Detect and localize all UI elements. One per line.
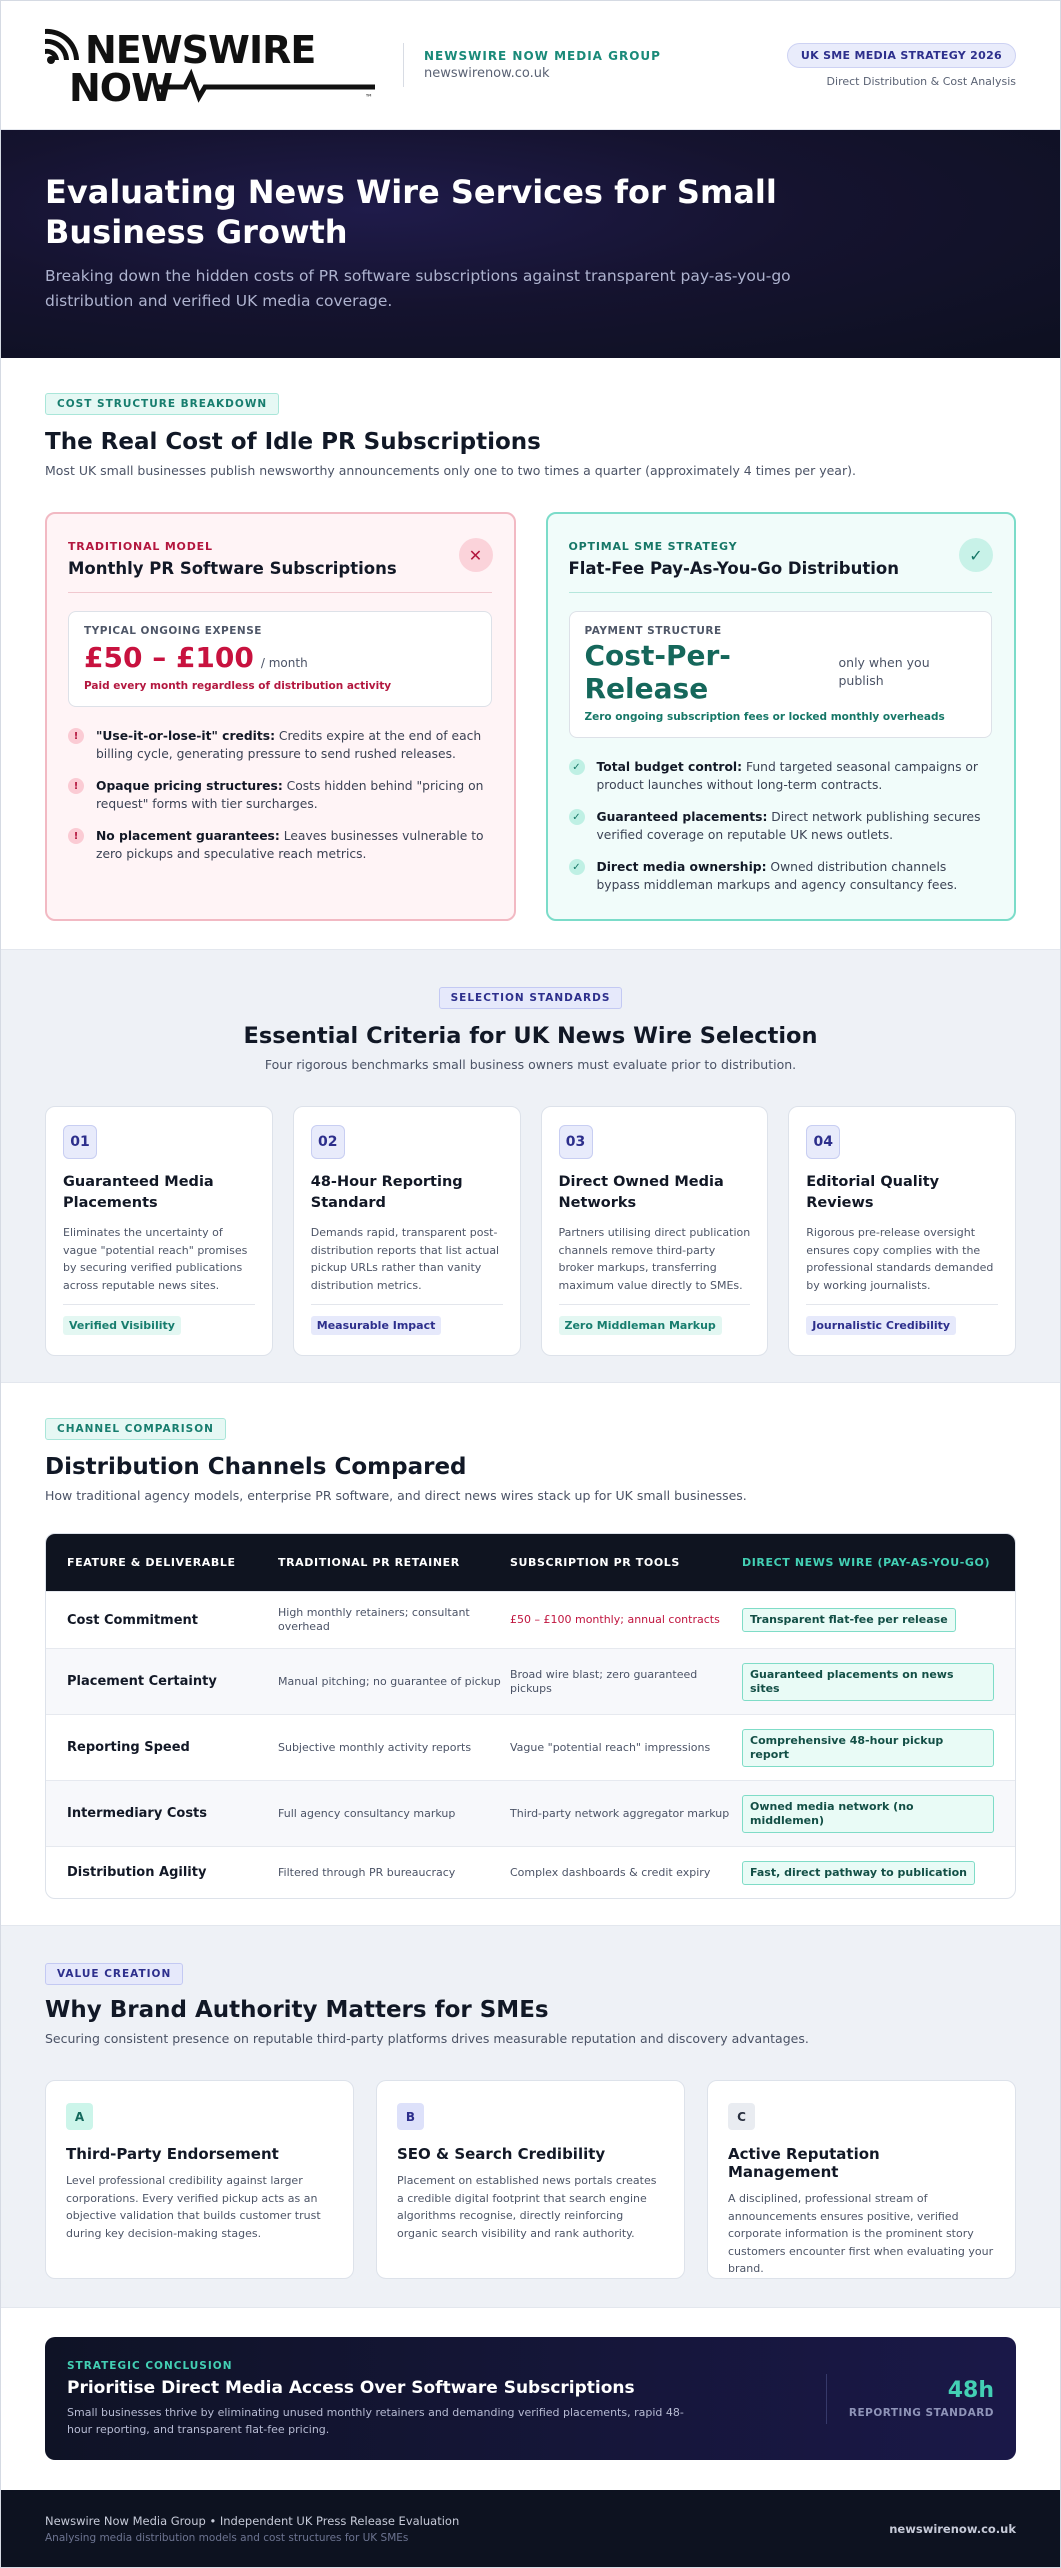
table-cell: Broad wire blast; zero guaranteed pickups bbox=[510, 1667, 698, 1695]
item-text: Leaves businesses vulnerable to zero pickups and speculative reach metrics. bbox=[96, 829, 484, 861]
value-card bbox=[45, 2080, 354, 2279]
value-card bbox=[376, 2080, 685, 2279]
value-title: SEO & Search Credibility bbox=[397, 2145, 606, 2163]
item-text: Fund targeted seasonal campaigns or product launches without long-term contracts. bbox=[596, 760, 978, 792]
comparison-table bbox=[45, 1533, 1016, 1899]
benefit-list bbox=[569, 758, 993, 894]
table-cell: Subjective monthly activity reports bbox=[278, 1740, 472, 1754]
criteria-badge: Zero Middleman Markup bbox=[559, 1316, 722, 1335]
table-cell: Complex dashboards & credit expiry bbox=[510, 1865, 711, 1879]
divider bbox=[569, 592, 993, 593]
row-label: Reporting Speed bbox=[67, 1740, 190, 1755]
cross-icon: ✕ bbox=[459, 538, 493, 572]
section-tag: VALUE CREATION bbox=[45, 1963, 183, 1985]
brand-divider bbox=[403, 43, 404, 87]
table-cell: Manual pitching; no guarantee of pickup bbox=[278, 1674, 501, 1688]
table-cell: Third-party network aggregator markup bbox=[510, 1806, 730, 1820]
section-tag: SELECTION STANDARDS bbox=[439, 987, 623, 1009]
criteria-description: Partners utilising direct publication channels remove third-party broker markups, transferring maximum value directly to SMEs. bbox=[558, 1226, 751, 1292]
item-heading: Guaranteed placements: bbox=[596, 810, 768, 824]
conclusion-banner bbox=[45, 2337, 1016, 2460]
newswire-now-logo[interactable] bbox=[45, 27, 379, 103]
table-cell: Filtered through PR bureaucracy bbox=[278, 1865, 456, 1879]
table-cell: Full agency consultancy markup bbox=[278, 1806, 456, 1820]
value-title: Third-Party Endorsement bbox=[66, 2145, 279, 2163]
section-tag: CHANNEL COMPARISON bbox=[45, 1418, 226, 1440]
section-subtitle: How traditional agency models, enterprise PR software, and direct news wires stack up for UK small businesses. bbox=[45, 1488, 747, 1503]
table-row bbox=[46, 1714, 1015, 1780]
criteria-card bbox=[788, 1106, 1016, 1356]
criteria-card bbox=[293, 1106, 521, 1356]
item-text: Owned distribution channels bypass middleman markups and agency consultancy fees. bbox=[596, 860, 958, 892]
traditional-model-card bbox=[45, 512, 516, 921]
criteria-number: 02 bbox=[311, 1125, 345, 1159]
site-url[interactable]: newswirenow.co.uk bbox=[424, 66, 550, 81]
drawback-list bbox=[68, 727, 492, 863]
criteria-number: 04 bbox=[806, 1125, 840, 1159]
check-icon: ✓ bbox=[569, 809, 585, 825]
price-unit: only when you publish bbox=[838, 655, 930, 688]
divider bbox=[826, 2374, 827, 2424]
section-subtitle: Most UK small businesses publish newsworthy announcements only one to two times a quarter (approximately 4 times per year). bbox=[45, 463, 856, 478]
column-header: FEATURE & DELIVERABLE bbox=[67, 1556, 236, 1569]
value-letter: B bbox=[397, 2103, 424, 2130]
criteria-card bbox=[541, 1106, 769, 1356]
warning-icon: ! bbox=[68, 828, 84, 844]
highlight-chip: Fast, direct pathway to publication bbox=[742, 1861, 975, 1885]
section-title: Essential Criteria for UK News Wire Selection bbox=[243, 1023, 818, 1049]
card-eyebrow: TRADITIONAL MODEL bbox=[68, 540, 213, 553]
criteria-description: Demands rapid, transparent post-distribution reports that list actual pickup URLs rather than vanity distribution metrics. bbox=[310, 1226, 500, 1292]
table-cell: Vague "potential reach" impressions bbox=[510, 1740, 711, 1754]
criteria-description: Rigorous pre-release oversight ensures copy complies with the professional standards demanded by working journalists. bbox=[806, 1226, 994, 1292]
list-item bbox=[569, 858, 993, 894]
value-section bbox=[1, 1925, 1060, 2308]
value-description: Level professional credibility against larger corporations. Every verified pickup acts as an objective validation that builds customer trust during key decision-making stages. bbox=[66, 2174, 321, 2240]
section-subtitle: Four rigorous benchmarks small business owners must evaluate prior to distribution. bbox=[264, 1057, 797, 1072]
header-right bbox=[787, 43, 1016, 88]
divider bbox=[806, 1304, 998, 1305]
highlight-chip: Transparent flat-fee per release bbox=[742, 1608, 956, 1632]
price-note: Zero ongoing subscription fees or locked monthly overheads bbox=[584, 711, 945, 723]
criteria-badge: Measurable Impact bbox=[311, 1316, 442, 1335]
value-description: Placement on established news portals creates a credible digital footprint that search engine algorithms recognise, directly reinforcing organic search visibility and rank authority. bbox=[397, 2174, 657, 2240]
column-header: TRADITIONAL PR RETAINER bbox=[278, 1556, 460, 1569]
table-header-row bbox=[46, 1534, 1015, 1591]
item-heading: No placement guarantees: bbox=[96, 829, 280, 843]
column-header: DIRECT NEWS WIRE (PAY-AS-YOU-GO) bbox=[742, 1556, 991, 1569]
check-icon: ✓ bbox=[959, 538, 993, 572]
cost-section bbox=[1, 358, 1060, 949]
criteria-card bbox=[45, 1106, 273, 1356]
value-title: Active Reputation Management bbox=[728, 2145, 880, 2181]
conclusion-stat-label: REPORTING STANDARD bbox=[848, 2407, 994, 2419]
row-label: Placement Certainty bbox=[67, 1674, 217, 1689]
strategy-subtitle: Direct Distribution & Cost Analysis bbox=[826, 74, 1016, 88]
brand bbox=[45, 27, 661, 103]
optimal-strategy-card bbox=[546, 512, 1017, 921]
item-heading: "Use-it-or-lose-it" credits: bbox=[96, 729, 276, 743]
conclusion-title: Prioritise Direct Media Access Over Software Subscriptions bbox=[67, 2377, 635, 2398]
conclusion-stat: 48h bbox=[947, 2378, 994, 2403]
org-name: NEWSWIRE NOW MEDIA GROUP bbox=[424, 49, 661, 63]
list-item bbox=[68, 827, 492, 863]
price-box bbox=[68, 611, 492, 707]
price-unit: / month bbox=[260, 656, 308, 670]
value-description: A disciplined, professional stream of announcements ensures positive, verified corporate information is the prominent story customers encounter first when evaluating your brand. bbox=[728, 2192, 994, 2275]
table-cell: £50 – £100 monthly; annual contracts bbox=[510, 1613, 720, 1626]
strategy-pill: UK SME MEDIA STRATEGY 2026 bbox=[787, 43, 1016, 68]
conclusion-text: Small businesses thrive by eliminating unused monthly retainers and demanding verified placements, rapid 48-hour reporting, and transparent flat-fee pricing. bbox=[67, 2405, 684, 2436]
item-text: Direct network publishing secures verified coverage on reputable UK news outlets. bbox=[596, 810, 981, 842]
price-label: PAYMENT STRUCTURE bbox=[584, 625, 722, 637]
logo-text-bottom: NOW bbox=[69, 66, 173, 103]
criteria-number: 03 bbox=[559, 1125, 593, 1159]
divider bbox=[63, 1304, 255, 1305]
section-title: Distribution Channels Compared bbox=[45, 1454, 467, 1480]
section-title: The Real Cost of Idle PR Subscriptions bbox=[45, 429, 541, 455]
logo-text-top: NEWSWIRE bbox=[85, 28, 316, 72]
item-text: Credits expire at the end of each billing cycle, generating pressure to send rushed releases. bbox=[96, 729, 482, 761]
row-label: Intermediary Costs bbox=[67, 1806, 208, 1821]
criteria-badge: Journalistic Credibility bbox=[806, 1316, 956, 1335]
site-footer bbox=[1, 2490, 1060, 2567]
list-item bbox=[569, 758, 993, 794]
conclusion-section bbox=[1, 2308, 1060, 2490]
warning-icon: ! bbox=[68, 778, 84, 794]
warning-icon: ! bbox=[68, 728, 84, 744]
table-row bbox=[46, 1591, 1015, 1648]
criteria-title: Guaranteed Media Placements bbox=[63, 1174, 214, 1211]
footer-line-1: Newswire Now Media Group • Independent UK Press Release Evaluation bbox=[45, 2513, 460, 2528]
footer-url[interactable]: newswirenow.co.uk bbox=[889, 2521, 1016, 2536]
svg-text:™: ™ bbox=[365, 93, 373, 102]
section-title: Why Brand Authority Matters for SMEs bbox=[45, 1997, 549, 2023]
comparison-section bbox=[1, 1383, 1060, 1925]
criteria-section bbox=[1, 949, 1060, 1383]
hero-subtitle: Breaking down the hidden costs of PR software subscriptions against transparent pay-as-you-go distribution and verified UK media coverage. bbox=[45, 267, 791, 310]
section-tag: COST STRUCTURE BREAKDOWN bbox=[45, 393, 279, 415]
criteria-number: 01 bbox=[63, 1125, 97, 1159]
table-row bbox=[46, 1780, 1015, 1846]
item-heading: Direct media ownership: bbox=[596, 860, 767, 874]
item-text: Costs hidden behind "pricing on request" forms with tier surcharges. bbox=[96, 779, 484, 811]
site-header bbox=[1, 1, 1060, 130]
price-box bbox=[569, 611, 993, 738]
criteria-title: Direct Owned Media Networks bbox=[558, 1174, 724, 1211]
criteria-title: 48-Hour Reporting Standard bbox=[310, 1174, 463, 1211]
hero-title: Evaluating News Wire Services for Small Business Growth bbox=[45, 173, 777, 251]
section-subtitle: Securing consistent presence on reputable third-party platforms drives measurable reputation and discovery advantages. bbox=[45, 2031, 809, 2046]
hero bbox=[1, 130, 1060, 358]
highlight-chip: Guaranteed placements on news sites bbox=[742, 1663, 994, 1701]
item-heading: Opaque pricing structures: bbox=[96, 779, 283, 793]
price-amount: Cost-Per-Release bbox=[584, 639, 731, 705]
value-card bbox=[707, 2080, 1016, 2279]
value-grid bbox=[45, 2080, 1016, 2279]
item-heading: Total budget control: bbox=[596, 760, 743, 774]
table-row bbox=[46, 1846, 1015, 1898]
card-title: Monthly PR Software Subscriptions bbox=[68, 559, 397, 578]
conclusion-eyebrow: STRATEGIC CONCLUSION bbox=[67, 2359, 233, 2372]
card-title: Flat-Fee Pay-As-You-Go Distribution bbox=[568, 559, 899, 578]
criteria-badge: Verified Visibility bbox=[63, 1316, 181, 1335]
divider bbox=[559, 1304, 751, 1305]
price-amount: £50 – £100 bbox=[84, 641, 254, 674]
table-row bbox=[46, 1648, 1015, 1714]
divider bbox=[68, 592, 492, 593]
highlight-chip: Comprehensive 48-hour pickup report bbox=[742, 1729, 994, 1767]
price-note: Paid every month regardless of distribution activity bbox=[84, 680, 392, 692]
list-item bbox=[569, 808, 993, 844]
value-letter: A bbox=[66, 2103, 93, 2130]
footer-line-2: Analysing media distribution models and cost structures for UK SMEs bbox=[45, 2531, 409, 2544]
list-item bbox=[68, 727, 492, 763]
criteria-title: Editorial Quality Reviews bbox=[806, 1174, 940, 1211]
column-header: SUBSCRIPTION PR TOOLS bbox=[510, 1556, 680, 1569]
criteria-description: Eliminates the uncertainty of vague "potential reach" promises by securing verified publications across reputable news sites. bbox=[63, 1226, 248, 1292]
highlight-chip: Owned media network (no middlemen) bbox=[742, 1795, 994, 1833]
table-cell: High monthly retainers; consultant overhead bbox=[278, 1606, 470, 1633]
check-icon: ✓ bbox=[569, 859, 585, 875]
row-label: Cost Commitment bbox=[67, 1612, 199, 1628]
row-label: Distribution Agility bbox=[67, 1865, 207, 1880]
list-item bbox=[68, 777, 492, 813]
check-icon: ✓ bbox=[569, 759, 585, 775]
value-letter: C bbox=[728, 2103, 755, 2130]
brand-meta bbox=[424, 49, 661, 81]
card-eyebrow: OPTIMAL SME STRATEGY bbox=[568, 540, 738, 553]
divider bbox=[311, 1304, 503, 1305]
price-label: TYPICAL ONGOING EXPENSE bbox=[84, 625, 262, 637]
criteria-grid bbox=[45, 1106, 1016, 1356]
cost-comparison bbox=[45, 512, 1016, 921]
